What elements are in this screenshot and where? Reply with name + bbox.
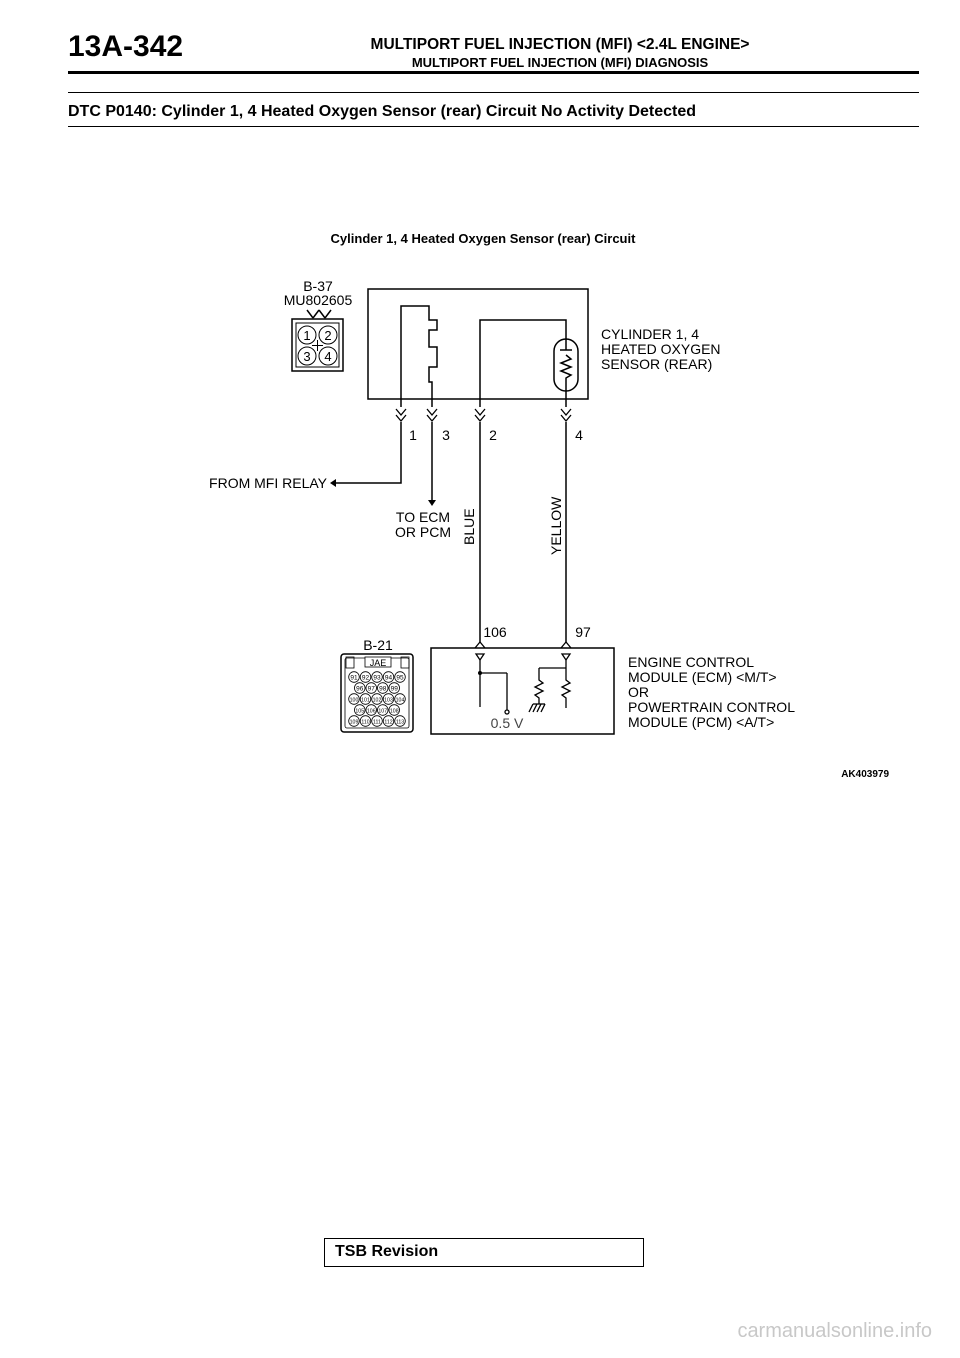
b21-pin-label: 96 (356, 685, 364, 693)
b37-pin-2: 2 (324, 328, 332, 343)
b21-pin-label: 92 (361, 674, 370, 682)
b21-pin-label: 94 (384, 674, 393, 682)
b21-pin-label: 99 (390, 685, 398, 693)
section-title: MULTIPORT FUEL INJECTION (MFI) <2.4L ENGINE> (370, 36, 750, 53)
oxygen-element-icon (554, 339, 578, 391)
ecm-label-line-1: ENGINE CONTROL (628, 654, 755, 670)
sensor-label-line-2: HEATED OXYGEN (601, 341, 721, 357)
heater-element (401, 306, 437, 407)
sensor-pin-1: 1 (409, 427, 417, 443)
to-ecm-label-line-1: TO ECM (395, 509, 451, 525)
tsb-revision-label: TSB Revision (335, 1243, 439, 1260)
ecm-pin-106: 106 (483, 624, 507, 640)
sensor-label-line-3: SENSOR (REAR) (601, 356, 713, 372)
page-number: 13A-342 (68, 30, 184, 63)
from-relay-label: FROM MFI RELAY (209, 475, 327, 491)
ecm-connector-terminals (475, 642, 571, 648)
b21-pin-label: 98 (379, 685, 387, 693)
ecm-pin-97: 97 (575, 624, 591, 640)
ecm-label-line-5: MODULE (PCM) <A/T> (628, 714, 775, 730)
b21-pin-label: 109 (349, 719, 359, 726)
b21-pin-label: 95 (396, 674, 404, 682)
figure-code: AK403979 (841, 769, 889, 780)
watermark: carmanualsonline.info (737, 1320, 932, 1342)
connector-b21-pin-grid (349, 672, 406, 727)
sensor-pin-2: 2 (489, 427, 497, 443)
ecm-label-line-2: MODULE (ECM) <M/T> (628, 669, 777, 685)
ecm-feed-arrow (428, 500, 436, 506)
b21-pin-label: 97 (367, 685, 375, 693)
b21-pin-label: 105 (355, 708, 365, 715)
b21-pin-label: 93 (373, 674, 381, 682)
section-subtitle: MULTIPORT FUEL INJECTION (MFI) DIAGNOSIS (411, 55, 709, 70)
b21-pin-label: 102 (372, 697, 382, 704)
sensor-pin-4: 4 (575, 427, 583, 443)
connector-b21-maker: JAE (369, 658, 387, 668)
connector-b37-id: B-37 (303, 278, 333, 294)
sensor-connector-terminals (396, 409, 571, 421)
b21-pin-label: 110 (361, 719, 370, 726)
b37-pin-3: 3 (303, 349, 311, 364)
connector-b21-id: B-21 (363, 637, 393, 653)
connector-b37-part: MU802605 (283, 292, 353, 308)
b21-pin-label: 113 (395, 719, 405, 726)
ecm-label-line-3: OR (628, 684, 649, 700)
relay-wire-arrow (330, 479, 336, 487)
sensor-label-line-1: CYLINDER 1, 4 (601, 326, 700, 342)
b21-pin-label: 106 (366, 708, 376, 715)
ecm-voltage: 0.5 V (490, 715, 524, 731)
b21-pin-label: 112 (384, 719, 393, 726)
to-ecm-label-line-2: OR PCM (395, 524, 451, 540)
b21-pin-label: 104 (395, 697, 405, 704)
b37-pin-1: 1 (303, 328, 311, 343)
dtc-title: DTC P0140: Cylinder 1, 4 Heated Oxygen Sensor (rear) Circuit No Activity Detected (68, 103, 697, 120)
ecm-node-dot (478, 671, 482, 675)
b21-pin-label: 101 (361, 697, 370, 704)
b21-pin-label: 100 (349, 697, 359, 704)
b21-pin-label: 108 (389, 708, 399, 715)
connector-b37-face (292, 310, 343, 371)
relay-wire (336, 422, 401, 483)
yellow-wire-label: YELLOW (548, 496, 564, 555)
b37-pin-4: 4 (324, 349, 332, 364)
blue-wire-label: BLUE (461, 508, 477, 545)
ecm-internal-circuit (476, 654, 570, 714)
ecm-label-line-4: POWERTRAIN CONTROL (628, 699, 795, 715)
sensor-signal-wire (480, 320, 566, 407)
b21-pin-label: 111 (373, 719, 381, 726)
sensor-pin-3: 3 (442, 427, 450, 443)
b21-pin-label: 91 (350, 674, 358, 682)
b21-pin-label: 103 (384, 697, 393, 704)
b21-pin-label: 107 (378, 708, 388, 715)
tsb-revision-box (324, 1238, 644, 1267)
diagram-title: Cylinder 1, 4 Heated Oxygen Sensor (rear) Circuit (330, 231, 636, 246)
